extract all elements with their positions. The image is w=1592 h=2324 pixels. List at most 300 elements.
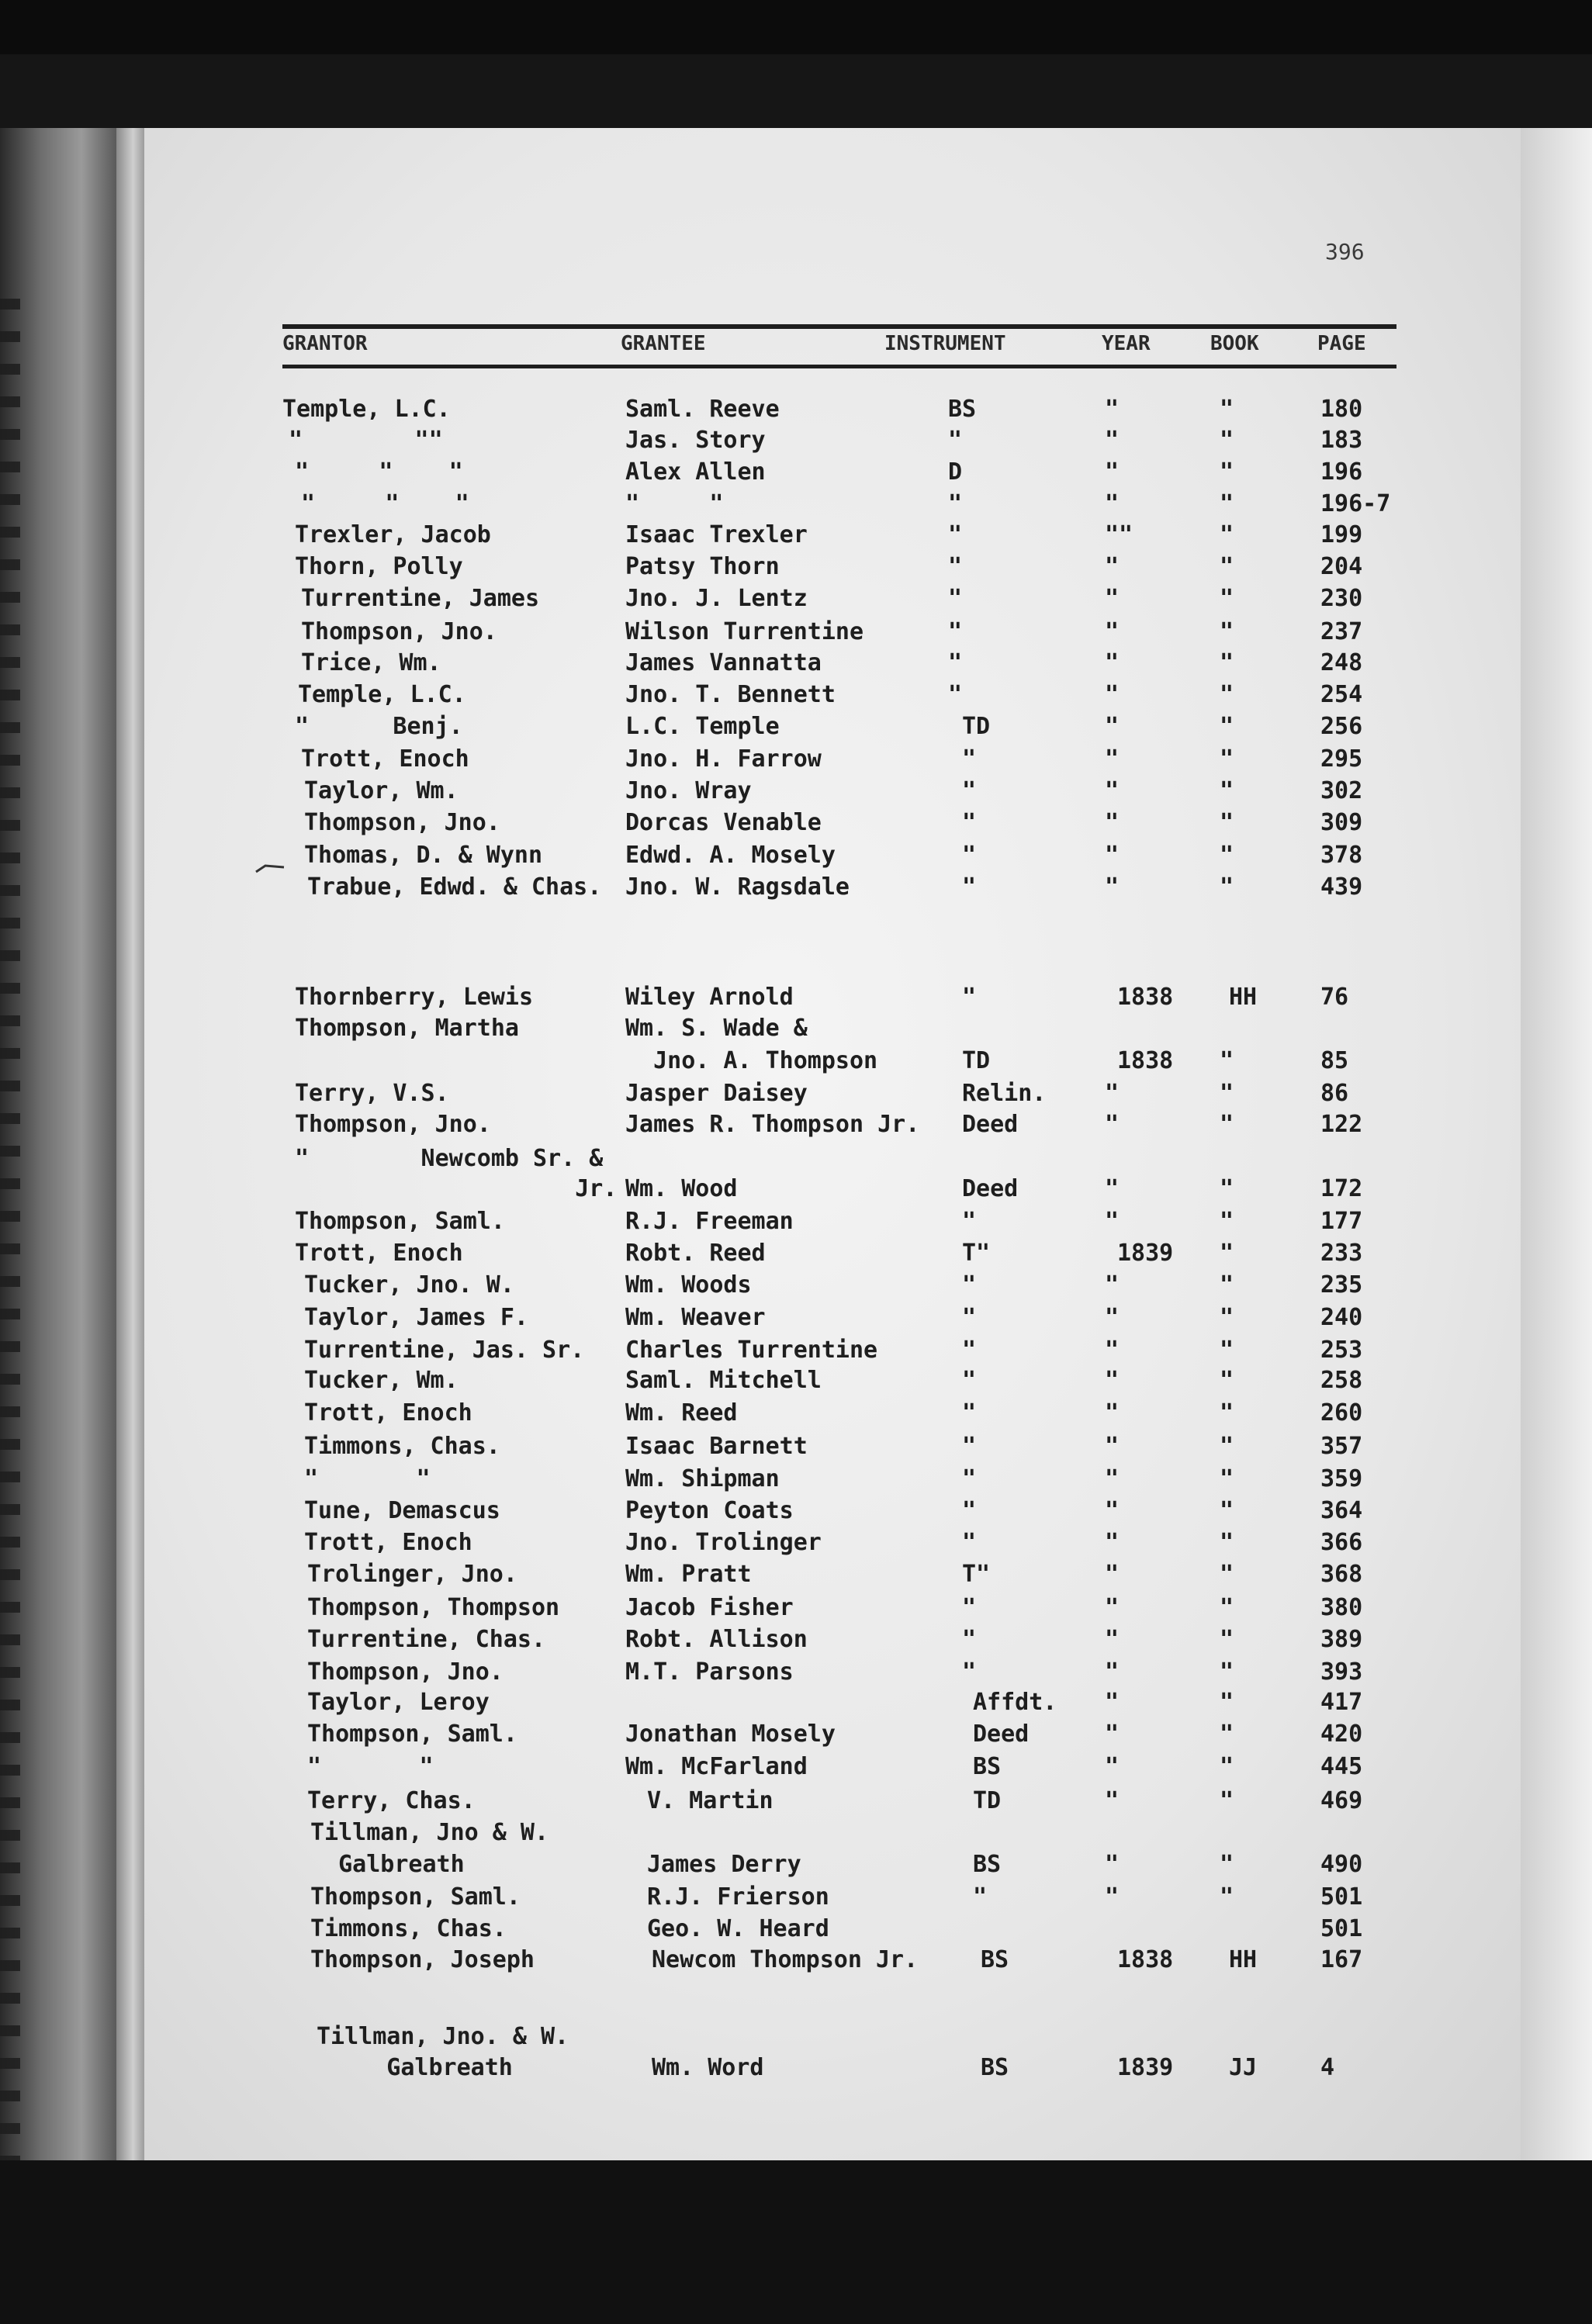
table-row <box>0 1593 1592 1624</box>
table-row <box>0 1786 1592 1817</box>
year-cell: " <box>1105 1175 1120 1202</box>
grantor-cell: Trott, Enoch <box>304 1399 472 1427</box>
grantee-cell: Peyton Coats <box>625 1497 794 1524</box>
instrument-cell: " <box>962 984 977 1011</box>
grantor-cell: Turrentine, Chas. <box>307 1626 546 1653</box>
year-cell: " <box>1105 458 1120 486</box>
instrument-cell: BS <box>981 2054 1009 2081</box>
header-instrument: INSTRUMENT <box>884 332 1006 355</box>
grantee-cell: Jno. T. Bennett <box>625 681 836 708</box>
grantor-cell: Thompson, Jno. <box>295 1111 491 1138</box>
grantee-cell: Jonathan Mosely <box>625 1721 836 1748</box>
table-row <box>0 457 1592 488</box>
table-row <box>0 776 1592 807</box>
grantee-cell: Jno. W. Ragsdale <box>625 873 850 901</box>
grantor-cell: Trolinger, Jno. <box>307 1561 517 1588</box>
table-row <box>0 1719 1592 1750</box>
book-cell: JJ <box>1229 2054 1258 2081</box>
grantor-cell: Thornberry, Lewis <box>295 984 534 1011</box>
grantee-cell: Jacob Fisher <box>625 1594 794 1621</box>
grantor-cell: Tucker, Wm. <box>304 1367 459 1394</box>
table-row <box>0 982 1592 1013</box>
grantor-cell: " " " <box>295 458 463 486</box>
page-cell: 258 <box>1320 1367 1363 1394</box>
year-cell: "" <box>1105 521 1133 548</box>
book-cell: " <box>1220 1175 1234 1202</box>
book-cell: " <box>1220 396 1234 423</box>
page-cell: 417 <box>1320 1689 1363 1716</box>
table-row <box>0 1849 1592 1880</box>
book-cell: " <box>1220 1561 1234 1588</box>
instrument-cell: " <box>948 585 963 612</box>
instrument-cell: Deed <box>973 1721 1030 1748</box>
page-cell: 254 <box>1320 681 1363 708</box>
table-row <box>0 1365 1592 1396</box>
instrument-cell: Deed <box>962 1111 1019 1138</box>
year-cell: " <box>1105 585 1120 612</box>
book-cell: " <box>1220 1399 1234 1427</box>
year-cell: " <box>1105 396 1120 423</box>
table-row <box>0 1945 1592 1976</box>
page-cell: 469 <box>1320 1787 1363 1814</box>
table-row <box>0 1046 1592 1077</box>
book-cell: " <box>1220 553 1234 580</box>
instrument-cell: " <box>962 1208 977 1235</box>
grantee-cell: Isaac Barnett <box>625 1433 808 1460</box>
grantee-cell: Wm. Weaver <box>625 1304 766 1331</box>
year-cell: " <box>1105 1626 1120 1653</box>
grantee-cell: Jno. H. Farrow <box>625 745 822 773</box>
instrument-cell: BS <box>948 396 977 423</box>
column-header-row <box>282 324 1396 368</box>
grantor-cell: Trice, Wm. <box>301 649 441 676</box>
year-cell: " <box>1105 713 1120 740</box>
grantee-cell: " " <box>625 490 724 517</box>
instrument-cell: " <box>962 1626 977 1653</box>
page-cell: 393 <box>1320 1658 1363 1686</box>
book-cell: " <box>1220 1080 1234 1107</box>
year-cell: " <box>1105 1561 1120 1588</box>
grantor-cell: Thompson, Saml. <box>295 1208 505 1235</box>
grantee-cell: Jas. Story <box>625 427 766 454</box>
book-cell: " <box>1220 1658 1234 1686</box>
table-row <box>0 2053 1592 2084</box>
instrument-cell: " <box>948 490 963 517</box>
grantee-cell: V. Martin <box>647 1787 774 1814</box>
book-cell: " <box>1220 1721 1234 1748</box>
book-cell: " <box>1220 1787 1234 1814</box>
year-cell: " <box>1105 553 1120 580</box>
page-cell: 501 <box>1320 1915 1363 1942</box>
grantee-cell: L.C. Temple <box>625 713 780 740</box>
grantor-cell: " " " <box>301 490 469 517</box>
instrument-cell: " <box>962 842 977 869</box>
grantee-cell: Wm. Shipman <box>625 1465 780 1492</box>
grantor-cell: Temple, L.C. <box>298 681 466 708</box>
instrument-cell: " <box>948 681 963 708</box>
book-cell: " <box>1220 1594 1234 1621</box>
year-cell: " <box>1105 490 1120 517</box>
top-dark-band <box>0 0 1592 54</box>
bottom-dark-band <box>0 2160 1592 2324</box>
table-row <box>0 808 1592 839</box>
instrument-cell: " <box>948 521 963 548</box>
table-row <box>0 1398 1592 1429</box>
year-cell: " <box>1105 618 1120 645</box>
page-cell: 235 <box>1320 1271 1363 1299</box>
page-cell: 380 <box>1320 1594 1363 1621</box>
book-cell: " <box>1220 713 1234 740</box>
table-row <box>0 520 1592 551</box>
page-cell: 368 <box>1320 1561 1363 1588</box>
instrument-cell: " <box>962 1497 977 1524</box>
grantor-cell: Galbreath <box>317 2054 513 2081</box>
book-cell: " <box>1220 1465 1234 1492</box>
table-row <box>0 425 1592 456</box>
header-year: YEAR <box>1102 332 1151 355</box>
year-cell: " <box>1105 1851 1120 1878</box>
instrument-cell: " <box>973 1883 988 1911</box>
table-row <box>0 744 1592 775</box>
table-row <box>0 1559 1592 1590</box>
table-row <box>0 552 1592 583</box>
book-cell: " <box>1220 777 1234 804</box>
page-cell: 76 <box>1320 984 1349 1011</box>
page-cell: 295 <box>1320 745 1363 773</box>
instrument-cell: TD <box>962 1047 991 1074</box>
year-cell: " <box>1105 427 1120 454</box>
grantor-cell: Trott, Enoch <box>301 745 469 773</box>
grantor-cell: " Newcomb Sr. & <box>295 1145 604 1172</box>
table-row <box>0 1657 1592 1688</box>
grantee-cell: Wm. Reed <box>625 1399 738 1427</box>
year-cell: " <box>1105 1304 1120 1331</box>
table-row <box>0 1752 1592 1783</box>
book-cell: " <box>1220 427 1234 454</box>
page-cell: 230 <box>1320 585 1363 612</box>
grantor-cell: Thompson, Jno. <box>301 618 497 645</box>
grantor-cell: Turrentine, Jas. Sr. <box>304 1337 585 1364</box>
grantor-cell: Taylor, James F. <box>304 1304 528 1331</box>
grantee-cell: Jno. J. Lentz <box>625 585 808 612</box>
book-cell: " <box>1220 1626 1234 1653</box>
grantor-cell: Thompson, Joseph <box>310 1946 535 1973</box>
year-cell: " <box>1105 1689 1120 1716</box>
grantee-cell: R.J. Frierson <box>647 1883 829 1911</box>
grantee-cell: Charles Turrentine <box>625 1337 878 1364</box>
book-cell: HH <box>1229 1946 1258 1973</box>
grantor-cell: Thompson, Martha <box>295 1015 519 1042</box>
year-cell: " <box>1105 1399 1120 1427</box>
year-cell: " <box>1105 777 1120 804</box>
book-cell: " <box>1220 1240 1234 1267</box>
table-row <box>0 2021 1592 2053</box>
year-cell: " <box>1105 681 1120 708</box>
instrument-cell: " <box>948 649 963 676</box>
grantee-cell: Geo. W. Heard <box>647 1915 829 1942</box>
year-cell: " <box>1105 1529 1120 1556</box>
page-cell: 237 <box>1320 618 1363 645</box>
book-cell: " <box>1220 1367 1234 1394</box>
instrument-cell: " <box>948 427 963 454</box>
table-row <box>0 1496 1592 1527</box>
grantee-cell: Wm. S. Wade & <box>625 1015 808 1042</box>
header-book: BOOK <box>1210 332 1259 355</box>
instrument-cell: Affdt. <box>973 1689 1057 1716</box>
book-cell: " <box>1220 490 1234 517</box>
table-row <box>0 711 1592 742</box>
instrument-cell: " <box>962 1271 977 1299</box>
grantee-cell: Wiley Arnold <box>625 984 794 1011</box>
grantor-cell: Trott, Enoch <box>295 1240 463 1267</box>
grantor-cell: Terry, Chas. <box>307 1787 476 1814</box>
book-cell: " <box>1220 873 1234 901</box>
grantor-cell: Trexler, Jacob <box>295 521 491 548</box>
header-grantor: GRANTOR <box>282 332 368 355</box>
instrument-cell: D <box>948 458 963 486</box>
instrument-cell: BS <box>973 1753 1002 1780</box>
page-cell: 248 <box>1320 649 1363 676</box>
table-row <box>0 1464 1592 1495</box>
page-cell: 501 <box>1320 1883 1363 1911</box>
book-cell: HH <box>1229 984 1258 1011</box>
page-cell: 439 <box>1320 873 1363 901</box>
instrument-cell: " <box>948 553 963 580</box>
grantee-cell: Wm. Wood <box>625 1175 738 1202</box>
grantee-cell: Jasper Daisey <box>625 1080 808 1107</box>
book-cell: " <box>1220 1304 1234 1331</box>
grantor-cell: " " <box>307 1753 434 1780</box>
year-cell: " <box>1105 1433 1120 1460</box>
year-cell: 1838 <box>1117 984 1174 1011</box>
grantee-cell: Jno. Trolinger <box>625 1529 822 1556</box>
instrument-cell: " <box>962 1529 977 1556</box>
instrument-cell: " <box>962 1465 977 1492</box>
instrument-cell: BS <box>973 1851 1002 1878</box>
instrument-cell: Deed <box>962 1175 1019 1202</box>
book-cell: " <box>1220 1753 1234 1780</box>
instrument-cell: TD <box>962 713 991 740</box>
page-cell: 490 <box>1320 1851 1363 1878</box>
grantor-cell: Jr. <box>295 1175 618 1202</box>
table-row <box>0 1914 1592 1945</box>
page-cell: 196-7 <box>1320 490 1391 517</box>
table-row <box>0 872 1592 903</box>
page-number: 396 <box>1325 239 1365 265</box>
year-cell: " <box>1105 842 1120 869</box>
table-row <box>0 489 1592 520</box>
grantee-cell: Wm. Word <box>652 2054 764 2081</box>
table-row <box>0 1335 1592 1366</box>
book-cell: " <box>1220 1689 1234 1716</box>
table-row <box>0 840 1592 871</box>
book-cell: " <box>1220 1337 1234 1364</box>
page-cell: 167 <box>1320 1946 1363 1973</box>
table-row <box>0 1431 1592 1462</box>
page-cell: 445 <box>1320 1753 1363 1780</box>
year-cell: " <box>1105 649 1120 676</box>
page-cell: 85 <box>1320 1047 1349 1074</box>
grantor-cell: Trott, Enoch <box>304 1529 472 1556</box>
grantor-cell: Tillman, Jno. & W. <box>317 2023 569 2050</box>
table-row <box>0 1109 1592 1140</box>
instrument-cell: " <box>962 1433 977 1460</box>
grantee-cell: Newcom Thompson Jr. <box>652 1946 919 1973</box>
grantee-cell: M.T. Parsons <box>625 1658 794 1686</box>
book-cell: " <box>1220 585 1234 612</box>
instrument-cell: " <box>962 1304 977 1331</box>
year-cell: " <box>1105 1594 1120 1621</box>
book-cell: " <box>1220 1271 1234 1299</box>
page-cell: 309 <box>1320 809 1363 836</box>
table-row <box>0 1270 1592 1301</box>
grantor-cell: " Benj. <box>295 713 463 740</box>
page-cell: 177 <box>1320 1208 1363 1235</box>
instrument-cell: " <box>962 1367 977 1394</box>
page-cell: 302 <box>1320 777 1363 804</box>
book-cell: " <box>1220 1529 1234 1556</box>
grantor-cell: Thomas, D. & Wynn <box>304 842 543 869</box>
year-cell: " <box>1105 873 1120 901</box>
grantee-cell: Robt. Reed <box>625 1240 766 1267</box>
book-cell: " <box>1220 1111 1234 1138</box>
grantor-cell: Thompson, Saml. <box>310 1883 521 1911</box>
grantee-cell: Jno. A. Thompson <box>625 1047 878 1074</box>
book-cell: " <box>1220 809 1234 836</box>
page-cell: 378 <box>1320 842 1363 869</box>
grantee-cell: Saml. Reeve <box>625 396 780 423</box>
table-row <box>0 1527 1592 1558</box>
book-cell: " <box>1220 1047 1234 1074</box>
page-cell: 180 <box>1320 396 1363 423</box>
page-cell: 4 <box>1320 2054 1335 2081</box>
header-grantee: GRANTEE <box>621 332 706 355</box>
page-cell: 172 <box>1320 1175 1363 1202</box>
year-cell: " <box>1105 1787 1120 1814</box>
grantee-cell: Alex Allen <box>625 458 766 486</box>
grantee-cell: Wm. McFarland <box>625 1753 808 1780</box>
book-cell: " <box>1220 521 1234 548</box>
grantor-cell: Thompson, Jno. <box>304 809 500 836</box>
grantee-cell: Dorcas Venable <box>625 809 822 836</box>
page-cell: 199 <box>1320 521 1363 548</box>
book-cell: " <box>1220 745 1234 773</box>
year-cell: " <box>1105 1658 1120 1686</box>
grantor-cell: Thompson, Jno. <box>307 1658 504 1686</box>
book-cell: " <box>1220 618 1234 645</box>
grantee-cell: Wm. Woods <box>625 1271 752 1299</box>
table-row <box>0 1238 1592 1269</box>
grantee-cell: Isaac Trexler <box>625 521 808 548</box>
table-row <box>0 583 1592 614</box>
page-cell: 389 <box>1320 1626 1363 1653</box>
year-cell: " <box>1105 1111 1120 1138</box>
year-cell: " <box>1105 1337 1120 1364</box>
page-cell: 260 <box>1320 1399 1363 1427</box>
grantee-cell: R.J. Freeman <box>625 1208 794 1235</box>
grantor-cell: Tune, Demascus <box>304 1497 500 1524</box>
grantor-cell: Tucker, Jno. W. <box>304 1271 514 1299</box>
page-cell: 233 <box>1320 1240 1363 1267</box>
page-cell: 240 <box>1320 1304 1363 1331</box>
page-cell: 359 <box>1320 1465 1363 1492</box>
instrument-cell: " <box>962 777 977 804</box>
grantor-cell: Timmons, Chas. <box>304 1433 500 1460</box>
book-cell: " <box>1220 842 1234 869</box>
instrument-cell: Relin. <box>962 1080 1047 1107</box>
year-cell: " <box>1105 1271 1120 1299</box>
instrument-cell: " <box>962 1594 977 1621</box>
book-cell: " <box>1220 681 1234 708</box>
book-cell: " <box>1220 1883 1234 1911</box>
year-cell: " <box>1105 745 1120 773</box>
grantee-cell: Robt. Allison <box>625 1626 808 1653</box>
grantor-cell: " " <box>304 1465 431 1492</box>
grantor-cell: Trabue, Edwd. & Chas. <box>307 873 602 901</box>
grantee-cell: James Vannatta <box>625 649 822 676</box>
year-cell: " <box>1105 1883 1120 1911</box>
grantor-cell: Temple, L.C. <box>282 396 451 423</box>
year-cell: " <box>1105 1465 1120 1492</box>
grantor-cell: Taylor, Wm. <box>304 777 459 804</box>
page-cell: 196 <box>1320 458 1363 486</box>
page-cell: 183 <box>1320 427 1363 454</box>
page-cell: 256 <box>1320 713 1363 740</box>
instrument-cell: " <box>962 873 977 901</box>
grantor-cell: Thompson, Saml. <box>307 1721 517 1748</box>
year-cell: 1839 <box>1117 1240 1174 1267</box>
instrument-cell: " <box>962 809 977 836</box>
grantee-cell: Edwd. A. Mosely <box>625 842 836 869</box>
instrument-cell: " <box>962 1658 977 1686</box>
page-cell: 364 <box>1320 1497 1363 1524</box>
grantee-cell: Wm. Pratt <box>625 1561 752 1588</box>
book-cell: " <box>1220 1497 1234 1524</box>
grantee-cell: Patsy Thorn <box>625 553 780 580</box>
book-cell: " <box>1220 458 1234 486</box>
book-cell: " <box>1220 1433 1234 1460</box>
instrument-cell: " <box>962 1399 977 1427</box>
page-cell: 122 <box>1320 1111 1363 1138</box>
table-row <box>0 1624 1592 1655</box>
table-row <box>0 1013 1592 1044</box>
book-cell: " <box>1220 1208 1234 1235</box>
page-cell: 366 <box>1320 1529 1363 1556</box>
grantor-cell: Galbreath <box>310 1851 465 1878</box>
table-row <box>0 1817 1592 1848</box>
instrument-cell: TD <box>973 1787 1002 1814</box>
grantor-cell: Tillman, Jno & W. <box>310 1819 549 1846</box>
instrument-cell: " <box>962 1337 977 1364</box>
year-cell: 1838 <box>1117 1047 1174 1074</box>
header-page: PAGE <box>1317 332 1366 355</box>
page-cell: 420 <box>1320 1721 1363 1748</box>
instrument-cell: " <box>962 745 977 773</box>
table-row <box>0 1078 1592 1109</box>
grantor-cell: Timmons, Chas. <box>310 1915 507 1942</box>
grantor-cell: Thorn, Polly <box>295 553 463 580</box>
year-cell: " <box>1105 1208 1120 1235</box>
grantor-cell: Turrentine, James <box>301 585 540 612</box>
instrument-cell: T" <box>962 1240 991 1267</box>
table-row <box>0 648 1592 679</box>
year-cell: " <box>1105 1497 1120 1524</box>
table-row <box>0 1882 1592 1913</box>
grantor-cell: " "" <box>289 427 443 454</box>
table-row <box>0 1206 1592 1237</box>
instrument-cell: T" <box>962 1561 991 1588</box>
grantee-cell: James R. Thompson Jr. <box>625 1111 920 1138</box>
